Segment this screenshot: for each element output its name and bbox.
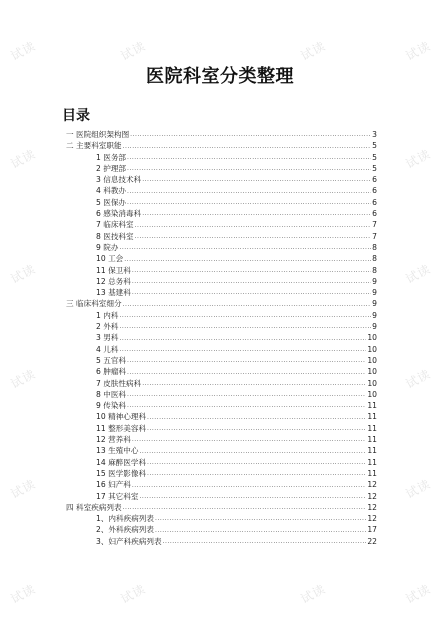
toc-entry[interactable] bbox=[62, 265, 377, 276]
toc-entry-page-number: 22 bbox=[367, 536, 377, 546]
document-title: 医院科室分类整理 bbox=[146, 66, 294, 87]
toc-entry-page-number: 6 bbox=[372, 175, 377, 185]
toc-entry[interactable] bbox=[62, 219, 377, 230]
toc-entry-label: 15 医学影像科 bbox=[96, 468, 147, 478]
toc-entry-label: 6 肿瘤科 bbox=[96, 367, 127, 377]
toc-entry-page-number: 7 bbox=[372, 220, 377, 230]
toc-dot-leader bbox=[139, 447, 366, 457]
toc-dot-leader bbox=[132, 481, 366, 491]
toc-dot-leader bbox=[132, 288, 371, 298]
toc-entry-label: 2 外科 bbox=[96, 322, 119, 332]
toc-dot-leader bbox=[147, 469, 366, 479]
toc-dot-leader bbox=[155, 514, 366, 524]
toc-entry-page-number: 11 bbox=[367, 435, 377, 445]
toc-entry-page-number: 5 bbox=[372, 141, 377, 151]
toc-entry-label: 12 总务科 bbox=[96, 276, 131, 286]
toc-entry-page-number: 10 bbox=[367, 367, 377, 377]
toc-dot-leader bbox=[132, 277, 371, 287]
watermark: 试读 bbox=[403, 476, 434, 502]
toc-entry[interactable] bbox=[62, 208, 377, 219]
toc-entry[interactable] bbox=[62, 298, 377, 309]
toc-entry-page-number: 6 bbox=[372, 209, 377, 219]
toc-entry[interactable] bbox=[62, 536, 377, 547]
toc-entry-page-number: 6 bbox=[372, 186, 377, 196]
toc-entry-label: 2 护理部 bbox=[96, 163, 127, 173]
toc-entry-page-number: 10 bbox=[367, 333, 377, 343]
toc-dot-leader bbox=[127, 164, 371, 174]
toc-entry-page-number: 10 bbox=[367, 378, 377, 388]
toc-entry[interactable] bbox=[62, 174, 377, 185]
toc-entry[interactable] bbox=[62, 129, 377, 140]
toc-entry-page-number: 11 bbox=[367, 468, 377, 478]
toc-entry-page-number: 9 bbox=[372, 310, 377, 320]
toc-entry[interactable] bbox=[62, 468, 377, 479]
toc-entry[interactable] bbox=[62, 457, 377, 468]
toc-entry-label: 17 其它科室 bbox=[96, 491, 139, 501]
toc-entry[interactable] bbox=[62, 231, 377, 242]
toc-dot-leader bbox=[135, 232, 372, 242]
toc-dot-leader bbox=[119, 322, 371, 332]
toc-dot-leader bbox=[119, 311, 371, 321]
toc-entry[interactable] bbox=[62, 479, 377, 490]
watermark: 试读 bbox=[8, 146, 39, 172]
toc-dot-leader bbox=[123, 142, 372, 152]
toc-entry-page-number: 9 bbox=[372, 288, 377, 298]
toc-dot-leader bbox=[119, 345, 366, 355]
toc-dot-leader bbox=[127, 401, 366, 411]
toc-dot-leader bbox=[127, 198, 371, 208]
toc-entry[interactable] bbox=[62, 344, 377, 355]
toc-entry-label: 10 工会 bbox=[96, 254, 124, 264]
toc-entry-label: 2、外科疾病列表 bbox=[96, 525, 154, 535]
toc-entry-page-number: 10 bbox=[367, 344, 377, 354]
toc-entry-label: 6 感染消毒科 bbox=[96, 209, 142, 219]
toc-entry[interactable] bbox=[62, 513, 377, 524]
toc-entry[interactable] bbox=[62, 524, 377, 535]
watermark: 试读 bbox=[403, 261, 434, 287]
toc-entry-label: 16 妇产科 bbox=[96, 480, 131, 490]
toc-dot-leader bbox=[147, 413, 366, 423]
toc-entry-page-number: 8 bbox=[372, 254, 377, 264]
toc-dot-leader bbox=[123, 300, 372, 310]
toc-entry-page-number: 11 bbox=[367, 423, 377, 433]
toc-entry-page-number: 5 bbox=[372, 163, 377, 173]
toc-entry-page-number: 17 bbox=[367, 525, 377, 535]
toc-dot-leader bbox=[139, 492, 366, 502]
watermark: 试读 bbox=[8, 476, 39, 502]
toc-entry[interactable] bbox=[62, 310, 377, 321]
watermark: 试读 bbox=[8, 261, 39, 287]
toc-entry-label: 7 皮肤性病科 bbox=[96, 378, 142, 388]
toc-entry[interactable] bbox=[62, 411, 377, 422]
toc-entry-page-number: 12 bbox=[367, 480, 377, 490]
toc-entry-page-number: 8 bbox=[372, 265, 377, 275]
toc-entry-label: 13 基建科 bbox=[96, 288, 131, 298]
toc-entry-label: 3 信息技术科 bbox=[96, 175, 142, 185]
toc-entry-label: 二 主要科室职能 bbox=[66, 141, 122, 151]
toc-entry-page-number: 11 bbox=[367, 457, 377, 467]
toc-entry[interactable] bbox=[62, 378, 377, 389]
toc-entry[interactable] bbox=[62, 332, 377, 343]
watermark: 试读 bbox=[8, 366, 39, 392]
toc-entry[interactable] bbox=[62, 253, 377, 264]
toc-entry-label: 一 医院组织架构图 bbox=[66, 130, 130, 139]
toc-entry-label: 3 男科 bbox=[96, 333, 119, 343]
toc-dot-leader bbox=[127, 153, 371, 163]
toc-entry-label: 8 中医科 bbox=[96, 389, 127, 399]
toc-entry-page-number: 12 bbox=[367, 502, 377, 512]
toc-entry-label: 9 传染科 bbox=[96, 401, 127, 411]
toc-entry-label: 1 医务部 bbox=[96, 152, 127, 162]
watermark: 试读 bbox=[403, 146, 434, 172]
toc-entry[interactable] bbox=[62, 434, 377, 445]
toc-entry-page-number: 5 bbox=[372, 152, 377, 162]
toc-entry-label: 9 院办 bbox=[96, 242, 119, 252]
toc-dot-leader bbox=[127, 390, 366, 400]
toc-dot-leader bbox=[147, 458, 366, 468]
toc-entry-page-number: 7 bbox=[372, 231, 377, 241]
toc-entry-page-number: 6 bbox=[372, 197, 377, 207]
toc-entry-label: 11 保卫科 bbox=[96, 265, 131, 275]
toc-entry[interactable] bbox=[62, 491, 377, 502]
toc-entry-page-number: 10 bbox=[367, 389, 377, 399]
toc-entry-label: 7 临床科室 bbox=[96, 220, 134, 230]
toc-entry-label: 11 整形美容科 bbox=[96, 423, 147, 433]
toc-dot-leader bbox=[127, 187, 371, 197]
toc-dot-leader bbox=[132, 266, 371, 276]
toc-dot-leader bbox=[119, 334, 366, 344]
toc-entry-page-number: 9 bbox=[372, 322, 377, 332]
toc-entry[interactable] bbox=[62, 502, 377, 513]
watermark: 试读 bbox=[8, 38, 39, 64]
watermark: 试读 bbox=[118, 581, 149, 607]
toc-entry-page-number: 12 bbox=[367, 514, 377, 524]
toc-entry-label: 三 临床科室细分 bbox=[66, 299, 122, 309]
toc-entry[interactable] bbox=[62, 276, 377, 287]
toc-entry-label: 5 医保办 bbox=[96, 197, 127, 207]
toc-entry-label: 5 五官科 bbox=[96, 355, 127, 365]
toc-entry-label: 四 科室疾病列表 bbox=[66, 502, 122, 512]
toc-dot-leader bbox=[163, 537, 367, 547]
toc-entry[interactable] bbox=[62, 197, 377, 208]
toc-entry-label: 4 科教办 bbox=[96, 186, 127, 196]
toc-entry[interactable] bbox=[62, 140, 377, 151]
toc-dot-leader bbox=[142, 175, 371, 185]
toc-entry-page-number: 11 bbox=[367, 412, 377, 422]
toc-entry[interactable] bbox=[62, 366, 377, 377]
toc-dot-leader bbox=[135, 221, 372, 231]
toc-entry-label: 12 营养科 bbox=[96, 435, 131, 445]
toc-dot-leader bbox=[142, 379, 366, 389]
toc-entry-page-number: 8 bbox=[372, 242, 377, 252]
toc-entry[interactable] bbox=[62, 400, 377, 411]
toc-entry[interactable] bbox=[62, 185, 377, 196]
toc-entry[interactable] bbox=[62, 389, 377, 400]
toc-dot-leader bbox=[132, 435, 366, 445]
toc-entry-label: 14 麻醉医学科 bbox=[96, 457, 147, 467]
toc-dot-leader bbox=[123, 503, 367, 513]
watermark: 试读 bbox=[298, 581, 329, 607]
toc-dot-leader bbox=[155, 526, 366, 536]
toc-entry-page-number: 11 bbox=[367, 446, 377, 456]
toc-entry-page-number: 9 bbox=[372, 299, 377, 309]
watermark: 试读 bbox=[403, 581, 434, 607]
toc-entry-page-number: 3 bbox=[372, 130, 377, 139]
toc-heading: 目录 bbox=[62, 108, 90, 124]
toc-entry-label: 3、妇产科疾病列表 bbox=[96, 536, 162, 546]
toc-entry[interactable] bbox=[62, 423, 377, 434]
toc-entry-label: 1 内科 bbox=[96, 310, 119, 320]
toc-dot-leader bbox=[119, 243, 371, 253]
toc-entry[interactable] bbox=[62, 355, 377, 366]
toc-dot-leader bbox=[130, 130, 371, 140]
toc-entry-label: 1、内科疾病列表 bbox=[96, 514, 154, 524]
toc-entry-page-number: 12 bbox=[367, 491, 377, 501]
toc-entry-page-number: 10 bbox=[367, 355, 377, 365]
watermark: 试读 bbox=[403, 38, 434, 64]
toc-dot-leader bbox=[124, 255, 371, 265]
toc-dot-leader bbox=[142, 209, 371, 219]
toc-entry-label: 8 医技科室 bbox=[96, 231, 134, 241]
toc-entry-page-number: 9 bbox=[372, 276, 377, 286]
watermark: 试读 bbox=[298, 38, 329, 64]
toc-entry[interactable] bbox=[62, 242, 377, 253]
toc-entry[interactable] bbox=[62, 152, 377, 163]
table-of-contents bbox=[62, 129, 377, 547]
toc-entry-page-number: 11 bbox=[367, 401, 377, 411]
watermark: 试读 bbox=[403, 366, 434, 392]
toc-entry[interactable] bbox=[62, 445, 377, 456]
toc-entry[interactable] bbox=[62, 287, 377, 298]
toc-dot-leader bbox=[147, 424, 366, 434]
watermark: 试读 bbox=[118, 38, 149, 64]
toc-entry-label: 13 生殖中心 bbox=[96, 446, 139, 456]
toc-entry[interactable] bbox=[62, 163, 377, 174]
toc-dot-leader bbox=[127, 356, 366, 366]
toc-entry-label: 10 精神心理科 bbox=[96, 412, 147, 422]
watermark: 试读 bbox=[8, 581, 39, 607]
toc-dot-leader bbox=[127, 368, 366, 378]
toc-entry-label: 4 儿科 bbox=[96, 344, 119, 354]
toc-entry[interactable] bbox=[62, 321, 377, 332]
